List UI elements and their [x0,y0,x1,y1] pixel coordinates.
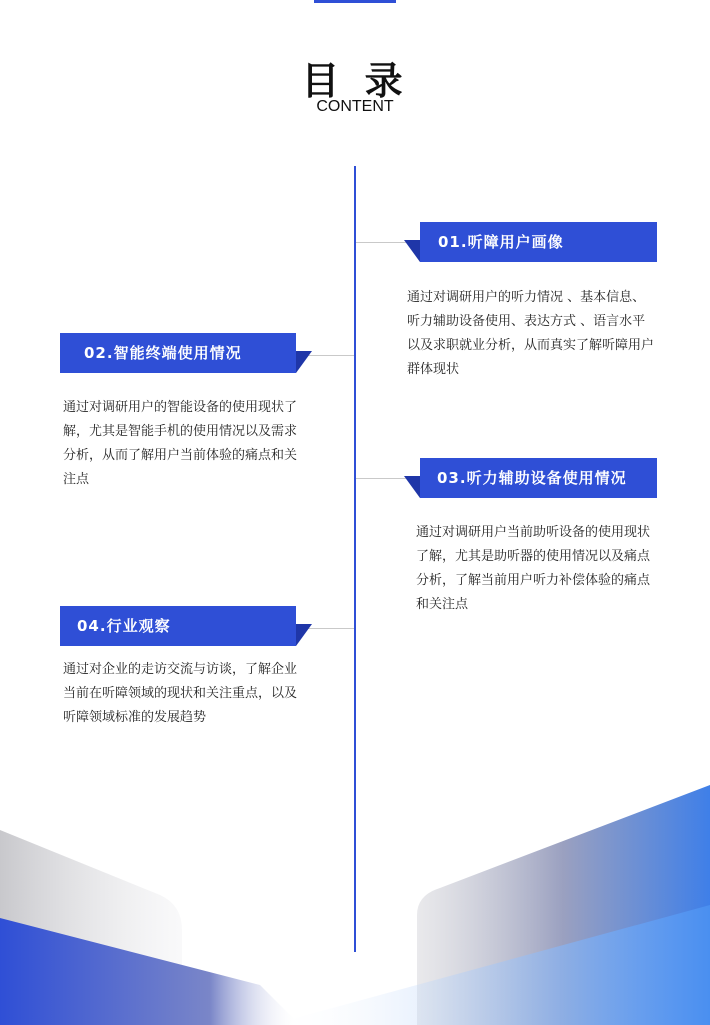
banner-fold-01 [404,240,420,262]
connector-03 [356,478,408,479]
page-subtitle: CONTENT [316,98,394,115]
section-desc-02: 通过对调研用户的智能设备的使用现状了解，尤其是智能手机的使用情况以及需求分析，从而了解用户当前体验的痛点和关注点 [63,400,298,487]
connector-01 [356,242,408,243]
section-title-04: 04.行业观察 [60,606,296,646]
banner-fold-04 [296,624,312,646]
section-title-01: 01.听障用户画像 [420,222,657,262]
section-desc-01: 通过对调研用户的听力情况 、基本信息、听力辅助设备使用、表达方式 、语言水平以及求职就业分析，从而真实了解听障用户群体现状 [407,290,655,377]
banner-fold-02 [296,351,312,373]
section-desc-04: 通过对企业的走访交流与访谈，了解企业当前在听障领域的现状和关注重点，以及听障领域标准的发展趋势 [63,662,298,725]
section-title-03: 03.听力辅助设备使用情况 [420,458,657,498]
top-accent-bar [314,0,396,3]
banner-fold-03 [404,476,420,498]
section-desc-03: 通过对调研用户当前助听设备的使用现状了解，尤其是助听器的使用情况以及痛点分析，了解当前用户听力补偿体验的痛点和关注点 [416,525,651,612]
section-title-02: 02.智能终端使用情况 [60,333,296,373]
page-title: 目 录 [301,59,409,103]
timeline-line [354,166,356,952]
